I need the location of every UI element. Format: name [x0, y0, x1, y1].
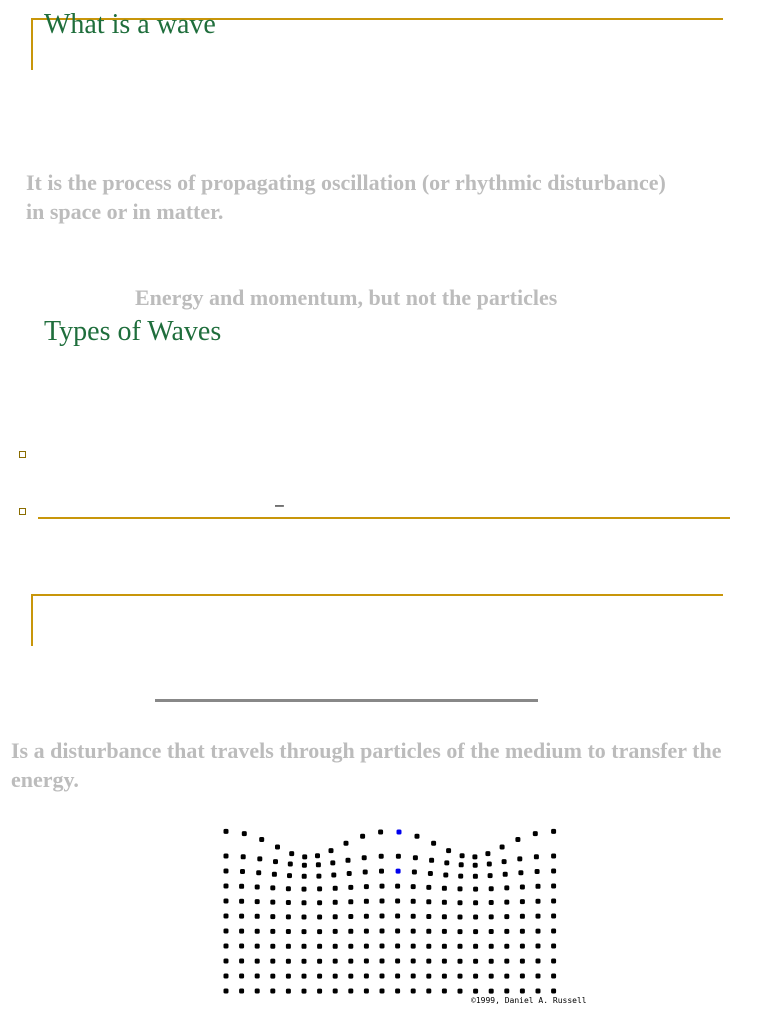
particle [473, 959, 478, 964]
particle [489, 989, 494, 994]
particle [286, 944, 291, 949]
particle [315, 853, 320, 858]
particle [413, 855, 418, 860]
particle [380, 929, 385, 934]
particle [286, 900, 291, 905]
particle [348, 929, 353, 934]
particle [239, 974, 244, 979]
particle [396, 854, 401, 859]
dash-mark: – [275, 497, 284, 514]
particle [442, 974, 447, 979]
particle [443, 873, 448, 878]
particle [286, 886, 291, 891]
particle [411, 959, 416, 964]
particle [362, 855, 367, 860]
particle [473, 929, 478, 934]
particle [502, 859, 507, 864]
particle [302, 854, 307, 859]
particle [255, 929, 260, 934]
particle [458, 874, 463, 879]
particle [380, 944, 385, 949]
particle [348, 914, 353, 919]
particle [360, 834, 365, 839]
particle [331, 873, 336, 878]
particle [426, 929, 431, 934]
particle [473, 887, 478, 892]
particle [348, 959, 353, 964]
particle [472, 854, 477, 859]
particle [426, 899, 431, 904]
particle [286, 929, 291, 934]
particle [442, 944, 447, 949]
particle [431, 841, 436, 846]
particle [534, 854, 539, 859]
particle [536, 914, 541, 919]
particle [333, 944, 338, 949]
particle [446, 848, 451, 853]
particle [240, 869, 245, 874]
particle [380, 914, 385, 919]
particle [458, 915, 463, 920]
particle [316, 874, 321, 879]
tracked-particle [396, 869, 401, 874]
particle [536, 944, 541, 949]
particle [488, 873, 493, 878]
particle [224, 929, 229, 934]
particle [255, 914, 260, 919]
particle [380, 974, 385, 979]
particle [489, 886, 494, 891]
tracked-particle [397, 830, 402, 835]
particle [473, 989, 478, 994]
particle [442, 886, 447, 891]
particle [333, 989, 338, 994]
particle [458, 929, 463, 934]
particle [256, 870, 261, 875]
particle [302, 944, 307, 949]
particle [411, 989, 416, 994]
particle [426, 989, 431, 994]
particle [363, 870, 368, 875]
particle [239, 929, 244, 934]
particle [395, 944, 400, 949]
particle [348, 974, 353, 979]
particle [503, 872, 508, 877]
particle [551, 944, 556, 949]
particle [395, 974, 400, 979]
particle [317, 989, 322, 994]
particle [270, 900, 275, 905]
bullet-icon [19, 451, 26, 458]
particle [378, 830, 383, 835]
particle [518, 870, 523, 875]
particle [364, 884, 369, 889]
particle [536, 884, 541, 889]
particle [520, 974, 525, 979]
slide3-definition: Is a disturbance that travels through particles of the medium to transfer the energy. [11, 738, 722, 792]
particle [270, 959, 275, 964]
slide2-title: Types of Waves [44, 316, 222, 347]
particle [364, 914, 369, 919]
particle [302, 900, 307, 905]
particle [473, 863, 478, 868]
particle [460, 853, 465, 858]
particle [346, 858, 351, 863]
particle [473, 974, 478, 979]
particle [272, 872, 277, 877]
particle [489, 959, 494, 964]
particle [426, 974, 431, 979]
particle [302, 863, 307, 868]
particle [348, 899, 353, 904]
particle [551, 974, 556, 979]
particle [535, 869, 540, 874]
particle [302, 959, 307, 964]
particle [551, 869, 556, 874]
particle [520, 959, 525, 964]
particle [255, 885, 260, 890]
particle [500, 845, 505, 850]
particle [426, 944, 431, 949]
slide2-bottom-rule [38, 517, 730, 519]
particle [380, 989, 385, 994]
particle [533, 831, 538, 836]
particle [520, 885, 525, 890]
particle [458, 900, 463, 905]
particle [344, 841, 349, 846]
particle [333, 929, 338, 934]
particle [224, 899, 229, 904]
particle [473, 944, 478, 949]
particle [426, 959, 431, 964]
particle [551, 929, 556, 934]
particle [411, 944, 416, 949]
particle [302, 989, 307, 994]
particle [275, 845, 280, 850]
particle [255, 989, 260, 994]
particle [411, 884, 416, 889]
bullet-icon [19, 508, 26, 515]
particle [224, 854, 229, 859]
particle [520, 899, 525, 904]
particle [504, 944, 509, 949]
particle [395, 959, 400, 964]
particle [317, 915, 322, 920]
particle [458, 989, 463, 994]
particle [485, 851, 490, 856]
particle [504, 885, 509, 890]
particle [270, 929, 275, 934]
particle [515, 837, 520, 842]
particle [317, 900, 322, 905]
particle [520, 989, 525, 994]
particle [429, 858, 434, 863]
particle [458, 886, 463, 891]
slide3-left-rule [31, 594, 33, 646]
particle [426, 914, 431, 919]
particle [348, 885, 353, 890]
particle [442, 929, 447, 934]
particle [504, 989, 509, 994]
particle [489, 944, 494, 949]
particle [444, 860, 449, 865]
particle [270, 914, 275, 919]
particle [380, 899, 385, 904]
particle [224, 829, 229, 834]
particle [504, 929, 509, 934]
particle [364, 974, 369, 979]
particle [302, 874, 307, 879]
particle [364, 944, 369, 949]
particle [380, 884, 385, 889]
particle [239, 989, 244, 994]
particle [333, 974, 338, 979]
particle [536, 929, 541, 934]
particle [489, 974, 494, 979]
particle [473, 915, 478, 920]
particle [317, 944, 322, 949]
particle [459, 862, 464, 867]
particle [259, 837, 264, 842]
particle [242, 831, 247, 836]
particle [517, 856, 522, 861]
particle [458, 959, 463, 964]
particle [316, 862, 321, 867]
particle [348, 944, 353, 949]
particle [411, 974, 416, 979]
particle [289, 851, 294, 856]
particle [426, 885, 431, 890]
particle [224, 959, 229, 964]
particle [239, 944, 244, 949]
slide1-transfer-note: Energy and momentum, but not the particles [135, 285, 558, 310]
particle [224, 974, 229, 979]
particle [458, 944, 463, 949]
particle [317, 974, 322, 979]
title-underline [155, 699, 538, 702]
particle [302, 974, 307, 979]
particle [333, 900, 338, 905]
particle [364, 929, 369, 934]
particle [273, 859, 278, 864]
particle [395, 884, 400, 889]
particle [551, 884, 556, 889]
particle [551, 854, 556, 859]
particle [536, 989, 541, 994]
particle [551, 989, 556, 994]
particle [379, 854, 384, 859]
particle [411, 914, 416, 919]
particle [442, 900, 447, 905]
particle [504, 914, 509, 919]
particle [224, 989, 229, 994]
slide3-top-rule [32, 594, 723, 596]
particle [286, 914, 291, 919]
particle [286, 959, 291, 964]
particle [270, 944, 275, 949]
particle [255, 959, 260, 964]
particle [333, 886, 338, 891]
particle [395, 929, 400, 934]
particle [239, 899, 244, 904]
particle [270, 885, 275, 890]
particle [551, 899, 556, 904]
particle [286, 989, 291, 994]
particle [224, 944, 229, 949]
particle [302, 887, 307, 892]
particle [333, 914, 338, 919]
particle [224, 884, 229, 889]
particle [287, 873, 292, 878]
particle [364, 989, 369, 994]
slide1-definition: It is the process of propagating oscillation (or rhythmic disturbance) in space or in matter. [26, 170, 666, 224]
particle [536, 974, 541, 979]
particle [302, 929, 307, 934]
particle [255, 944, 260, 949]
particle [239, 914, 244, 919]
particle [364, 899, 369, 904]
particle [412, 870, 417, 875]
particle [428, 871, 433, 876]
particle [442, 959, 447, 964]
particle [288, 862, 293, 867]
particle [442, 989, 447, 994]
particle [395, 914, 400, 919]
particle [317, 929, 322, 934]
particle [329, 848, 334, 853]
particle [415, 834, 420, 839]
particle [395, 899, 400, 904]
particle [380, 959, 385, 964]
particle [333, 959, 338, 964]
particle [458, 974, 463, 979]
particle [348, 989, 353, 994]
particle [379, 869, 384, 874]
particle [473, 900, 478, 905]
particle [330, 860, 335, 865]
particle [411, 899, 416, 904]
particle [270, 974, 275, 979]
wave-particle-animation [216, 812, 586, 994]
particle [551, 914, 556, 919]
particle [317, 886, 322, 891]
particle [286, 974, 291, 979]
slide1-left-rule [31, 18, 33, 70]
particle [489, 900, 494, 905]
particle [224, 869, 229, 874]
particle [255, 974, 260, 979]
particle [489, 914, 494, 919]
particle [504, 959, 509, 964]
particle [489, 929, 494, 934]
particle [442, 914, 447, 919]
particle [536, 959, 541, 964]
particle [520, 929, 525, 934]
particle [520, 944, 525, 949]
particle [504, 900, 509, 905]
particle [473, 874, 478, 879]
particle [551, 829, 556, 834]
particle [239, 959, 244, 964]
particle [317, 959, 322, 964]
particle [551, 959, 556, 964]
particle [411, 929, 416, 934]
particle [504, 974, 509, 979]
particle [224, 914, 229, 919]
particle [239, 884, 244, 889]
particle [255, 899, 260, 904]
particle [270, 989, 275, 994]
particle [364, 959, 369, 964]
particle [487, 862, 492, 867]
particle [257, 856, 262, 861]
animation-credit: ©1999, Daniel A. Russell [471, 996, 587, 1005]
particle [347, 871, 352, 876]
particle [241, 854, 246, 859]
particle [395, 989, 400, 994]
particle [536, 899, 541, 904]
particle [302, 915, 307, 920]
slide1-title: What is a wave [44, 9, 216, 40]
particle [520, 914, 525, 919]
